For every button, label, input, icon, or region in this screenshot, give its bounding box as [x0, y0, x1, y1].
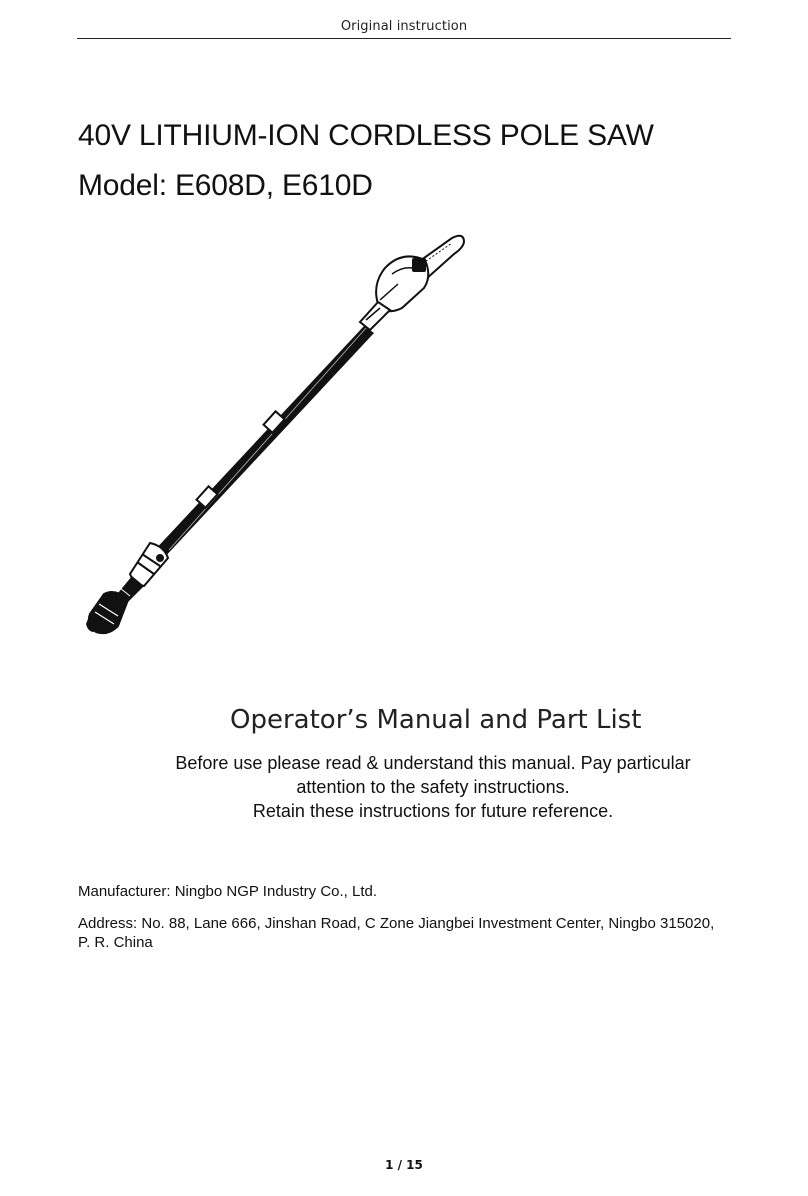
telescopic-pole — [152, 326, 374, 560]
model-title: Model: E608D, E610D — [78, 169, 373, 202]
usage-notice — [150, 751, 716, 823]
page-header: Original instruction — [340, 19, 468, 34]
header-divider — [77, 38, 731, 39]
manual-title: Operator’s Manual and Part List — [230, 705, 642, 735]
notice-safety: Before use please read & understand this manual. Pay particular attention to the safety instructions. — [175, 753, 691, 797]
saw-head — [376, 256, 428, 311]
page-number: 1 / 15 — [385, 1158, 423, 1172]
notice-retain: Retain these instructions for future reference. — [252, 801, 614, 821]
pole-saw-illustration — [80, 228, 480, 648]
address-line: Address: No. 88, Lane 666, Jinshan Road, C Zone Jiangbei Investment Center, Ningbo 315020, P. R. China — [78, 915, 715, 951]
product-title: 40V LITHIUM-ION CORDLESS POLE SAW — [78, 119, 654, 152]
head-coupler — [360, 302, 390, 330]
manufacturer-line: Manufacturer: Ningbo NGP Industry Co., Ltd. — [78, 883, 378, 900]
battery-pack — [86, 592, 128, 633]
